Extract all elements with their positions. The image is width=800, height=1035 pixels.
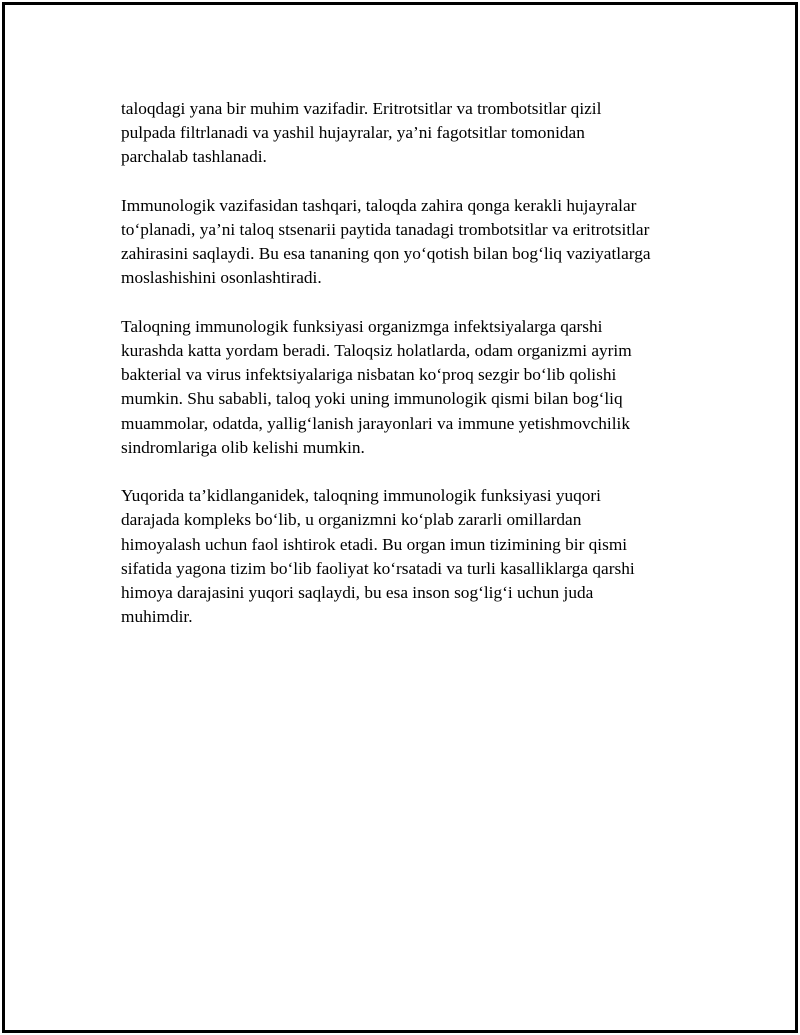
text-line: to‘planadi, ya’ni taloq stsenarii paytida tanadagi trombotsitlar va eritrotsitlar [121,220,650,239]
text-line: Yuqorida ta’kidlanganidek, taloqning immunologik funksiyasi yuqori [121,486,601,506]
text-line: muammolar, odatda, yallig‘lanish jarayonlari va immune yetishmovchilik [121,413,630,433]
paragraph-2 [121,194,696,291]
text-line: bakterial va virus infektsiyalariga nisbatan ko‘proq sezgir bo‘lib qolishi [121,365,617,385]
text-line: sindromlariga olib kelishi mumkin. [121,437,365,457]
paragraph-4 [121,484,696,629]
text-line: taloqdagi yana bir muhim vazifadir. Eritrotsitlar va trombotsitlar qizil [121,99,602,118]
text-line: mumkin. Shu sababli, taloq yoki uning immunologik qismi bilan bog‘liq [121,389,623,409]
page-frame [2,2,798,1033]
text-line: muhimdir. [121,607,193,627]
text-line: kurashda katta yordam beradi. Taloqsiz holatlarda, odam organizmi ayrim [121,341,632,360]
text-line: zahirasini saqlaydi. Bu esa tananing qon yo‘qotish bilan bog‘liq vaziyatlarga [121,244,651,264]
text-line: himoya darajasini yuqori saqlaydi, bu esa inson sog‘lig‘i uchun juda [121,583,594,603]
paragraph-3 [121,315,696,460]
text-line: pulpada filtrlanadi va yashil hujayralar, ya’ni fagotsitlar tomonidan [121,123,585,143]
text-line: parchalab tashlanadi. [121,147,267,167]
text-line: sifatida yagona tizim bo‘lib faoliyat ko‘rsatadi va turli kasalliklarga qarshi [121,558,635,578]
text-line: Immunologik vazifasidan tashqari, taloqda zahira qonga kerakli hujayralar [121,195,637,215]
text-line: moslashishini osonlashtiradi. [121,268,322,288]
text-line: darajada kompleks bo‘lib, u organizmni ko‘plab zararli omillardan [121,510,582,530]
paragraph-1 [121,97,696,170]
document-body [121,97,696,654]
text-line: Taloqning immunologik funksiyasi organizmga infektsiyalarga qarshi [121,316,603,336]
text-line: himoyalash uchun faol ishtirok etadi. Bu organ imun tizimining bir qismi [121,534,628,554]
